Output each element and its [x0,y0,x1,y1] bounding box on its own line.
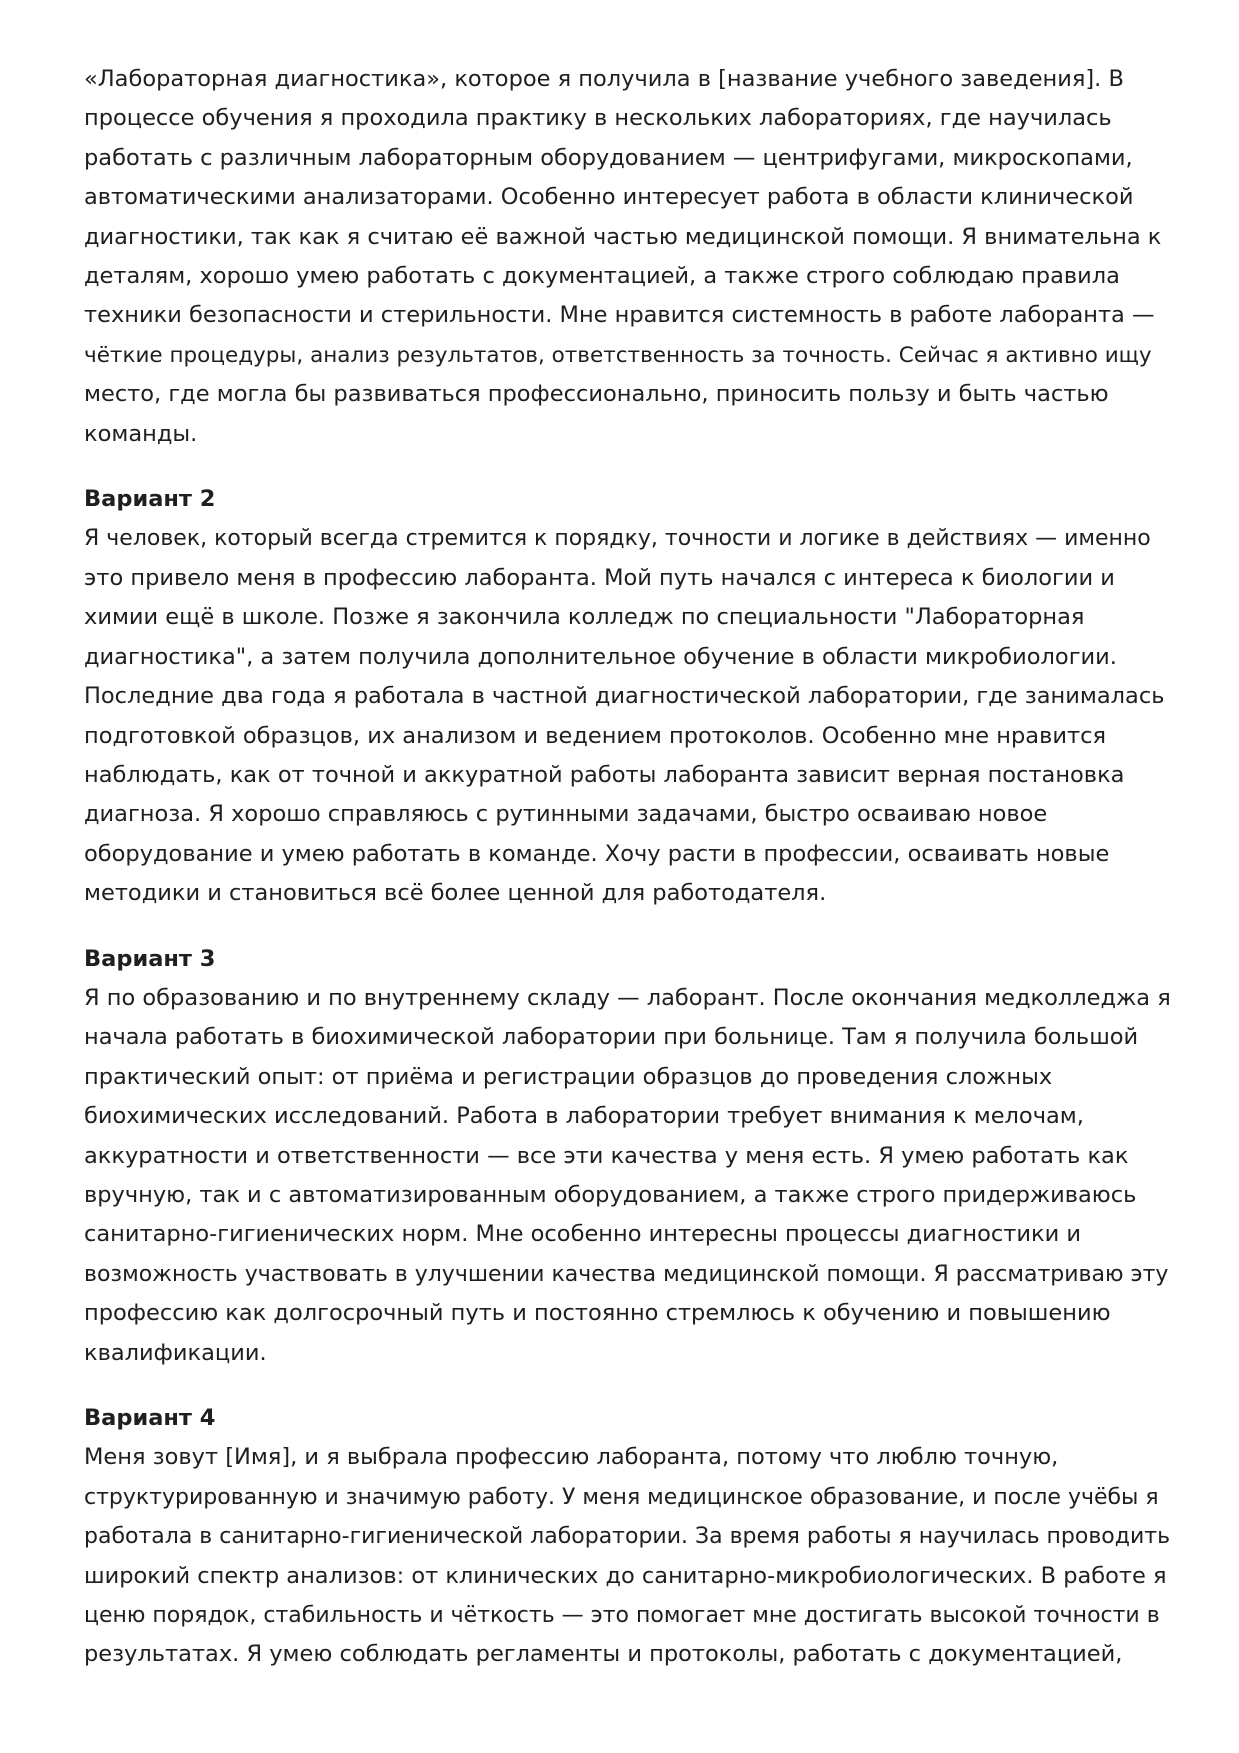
text-line: наблюдать, как от точной и аккуратной работы лаборанта зависит верная постановка [84,761,1125,788]
text-line: это привело меня в профессию лаборанта. Мой путь начался с интереса к биологии и [84,564,1115,591]
text-line: методики и становиться всё более ценной для работодателя. [84,880,827,907]
variant-3-heading: Вариант 3 [84,945,216,972]
text-line: Последние два года я работала в частной диагностической лаборатории, где занималась [84,683,1165,710]
document-page [84,60,1174,1701]
variant-3-paragraph [84,979,1174,1373]
variant-4-paragraph [84,1438,1174,1674]
text-line: возможность участвовать в улучшении качества медицинской помощи. Я рассматриваю эту [84,1261,1169,1287]
text-line: Я по образованию и по внутреннему складу — лаборант. После окончания медколледжа я [84,984,1171,1011]
text-line: биохимических исследований. Работа в лаборатории требует внимания к мелочам, [84,1103,1084,1130]
text-line: санитарно-гигиенических норм. Мне особенно интересны процессы диагностики и [84,1221,1081,1248]
text-line: вручную, так и с автоматизированным оборудованием, а также строго придерживаюсь [84,1181,1137,1208]
text-line: диагноза. Я хорошо справляюсь с рутинными задачами, быстро осваиваю новое [84,801,1048,828]
text-line: работала в санитарно-гигиенической лаборатории. За время работы я научилась проводить [84,1524,1171,1550]
text-line: оборудование и умею работать в команде. Хочу расти в профессии, осваивать новые [84,840,1110,867]
text-line: химии ещё в школе. Позже я закончила колледж по специальности "Лабораторная [84,604,1085,631]
text-line: результатах. Я умею соблюдать регламенты и протоколы, работать с документацией, [84,1641,1123,1668]
text-line: Меня зовут [Имя], и я выбрала профессию лаборанта, потому что люблю точную, [84,1444,1059,1471]
intro-paragraph [84,60,1174,454]
text-line: команды. [84,420,198,447]
text-line: профессию как долгосрочный путь и постоянно стремлюсь к обучению и повышению [84,1300,1111,1327]
variant-2-heading: Вариант 2 [84,486,216,513]
variant-4-heading: Вариант 4 [84,1405,216,1431]
text-line: структурированную и значимую работу. У меня медицинское образование, и после учёбы я [84,1484,1159,1510]
text-line: квалификации. [84,1339,267,1366]
variant-2-section [84,480,1174,913]
text-line: Я человек, который всегда стремится к порядку, точности и логике в действиях — именно [84,526,1151,552]
text-line: деталям, хорошо умею работать с документацией, а также строго соблюдаю правила [84,263,1120,290]
text-line: работать с различным лабораторным оборудованием — центрифугами, микроскопами, [84,144,1133,171]
text-line: процессе обучения я проходила практику в нескольких лабораториях, где научилась [84,105,1112,132]
text-line: аккуратности и ответственности — все эти качества у меня есть. Я умею работать как [84,1142,1129,1169]
text-line: техники безопасности и стерильности. Мне нравится системность в работе лаборанта — [84,302,1155,329]
variant-2-paragraph [84,519,1174,913]
text-line: автоматическими анализаторами. Особенно интересует работа в области клинической [84,184,1134,211]
text-line: диагностики, так как я считаю её важной частью медицинской помощи. Я внимательна к [84,223,1162,250]
text-line: чёткие процедуры, анализ результатов, ответственность за точность. Сейчас я активно ищу [84,342,1152,368]
text-line: широкий спектр анализов: от клинических до санитарно-микробиологических. В работе я [84,1562,1167,1589]
text-line: начала работать в биохимической лаборатории при больнице. Там я получила большой [84,1024,1139,1051]
text-line: практический опыт: от приёма и регистрации образцов до проведения сложных [84,1063,1053,1090]
text-line: диагностика", а затем получила дополнительное обучение в области микробиологии. [84,643,1117,670]
variant-4-section [84,1399,1174,1675]
variant-3-section [84,940,1174,1373]
text-line: «Лабораторная диагностика», которое я получила в [название учебного заведения]. В [84,66,1124,92]
text-line: ценю порядок, стабильность и чёткость — это помогает мне достигать высокой точности в [84,1603,1160,1629]
text-line: подготовкой образцов, их анализом и ведением протоколов. Особенно мне нравится [84,722,1106,749]
text-line: место, где могла бы развиваться профессионально, приносить пользу и быть частью [84,381,1109,408]
